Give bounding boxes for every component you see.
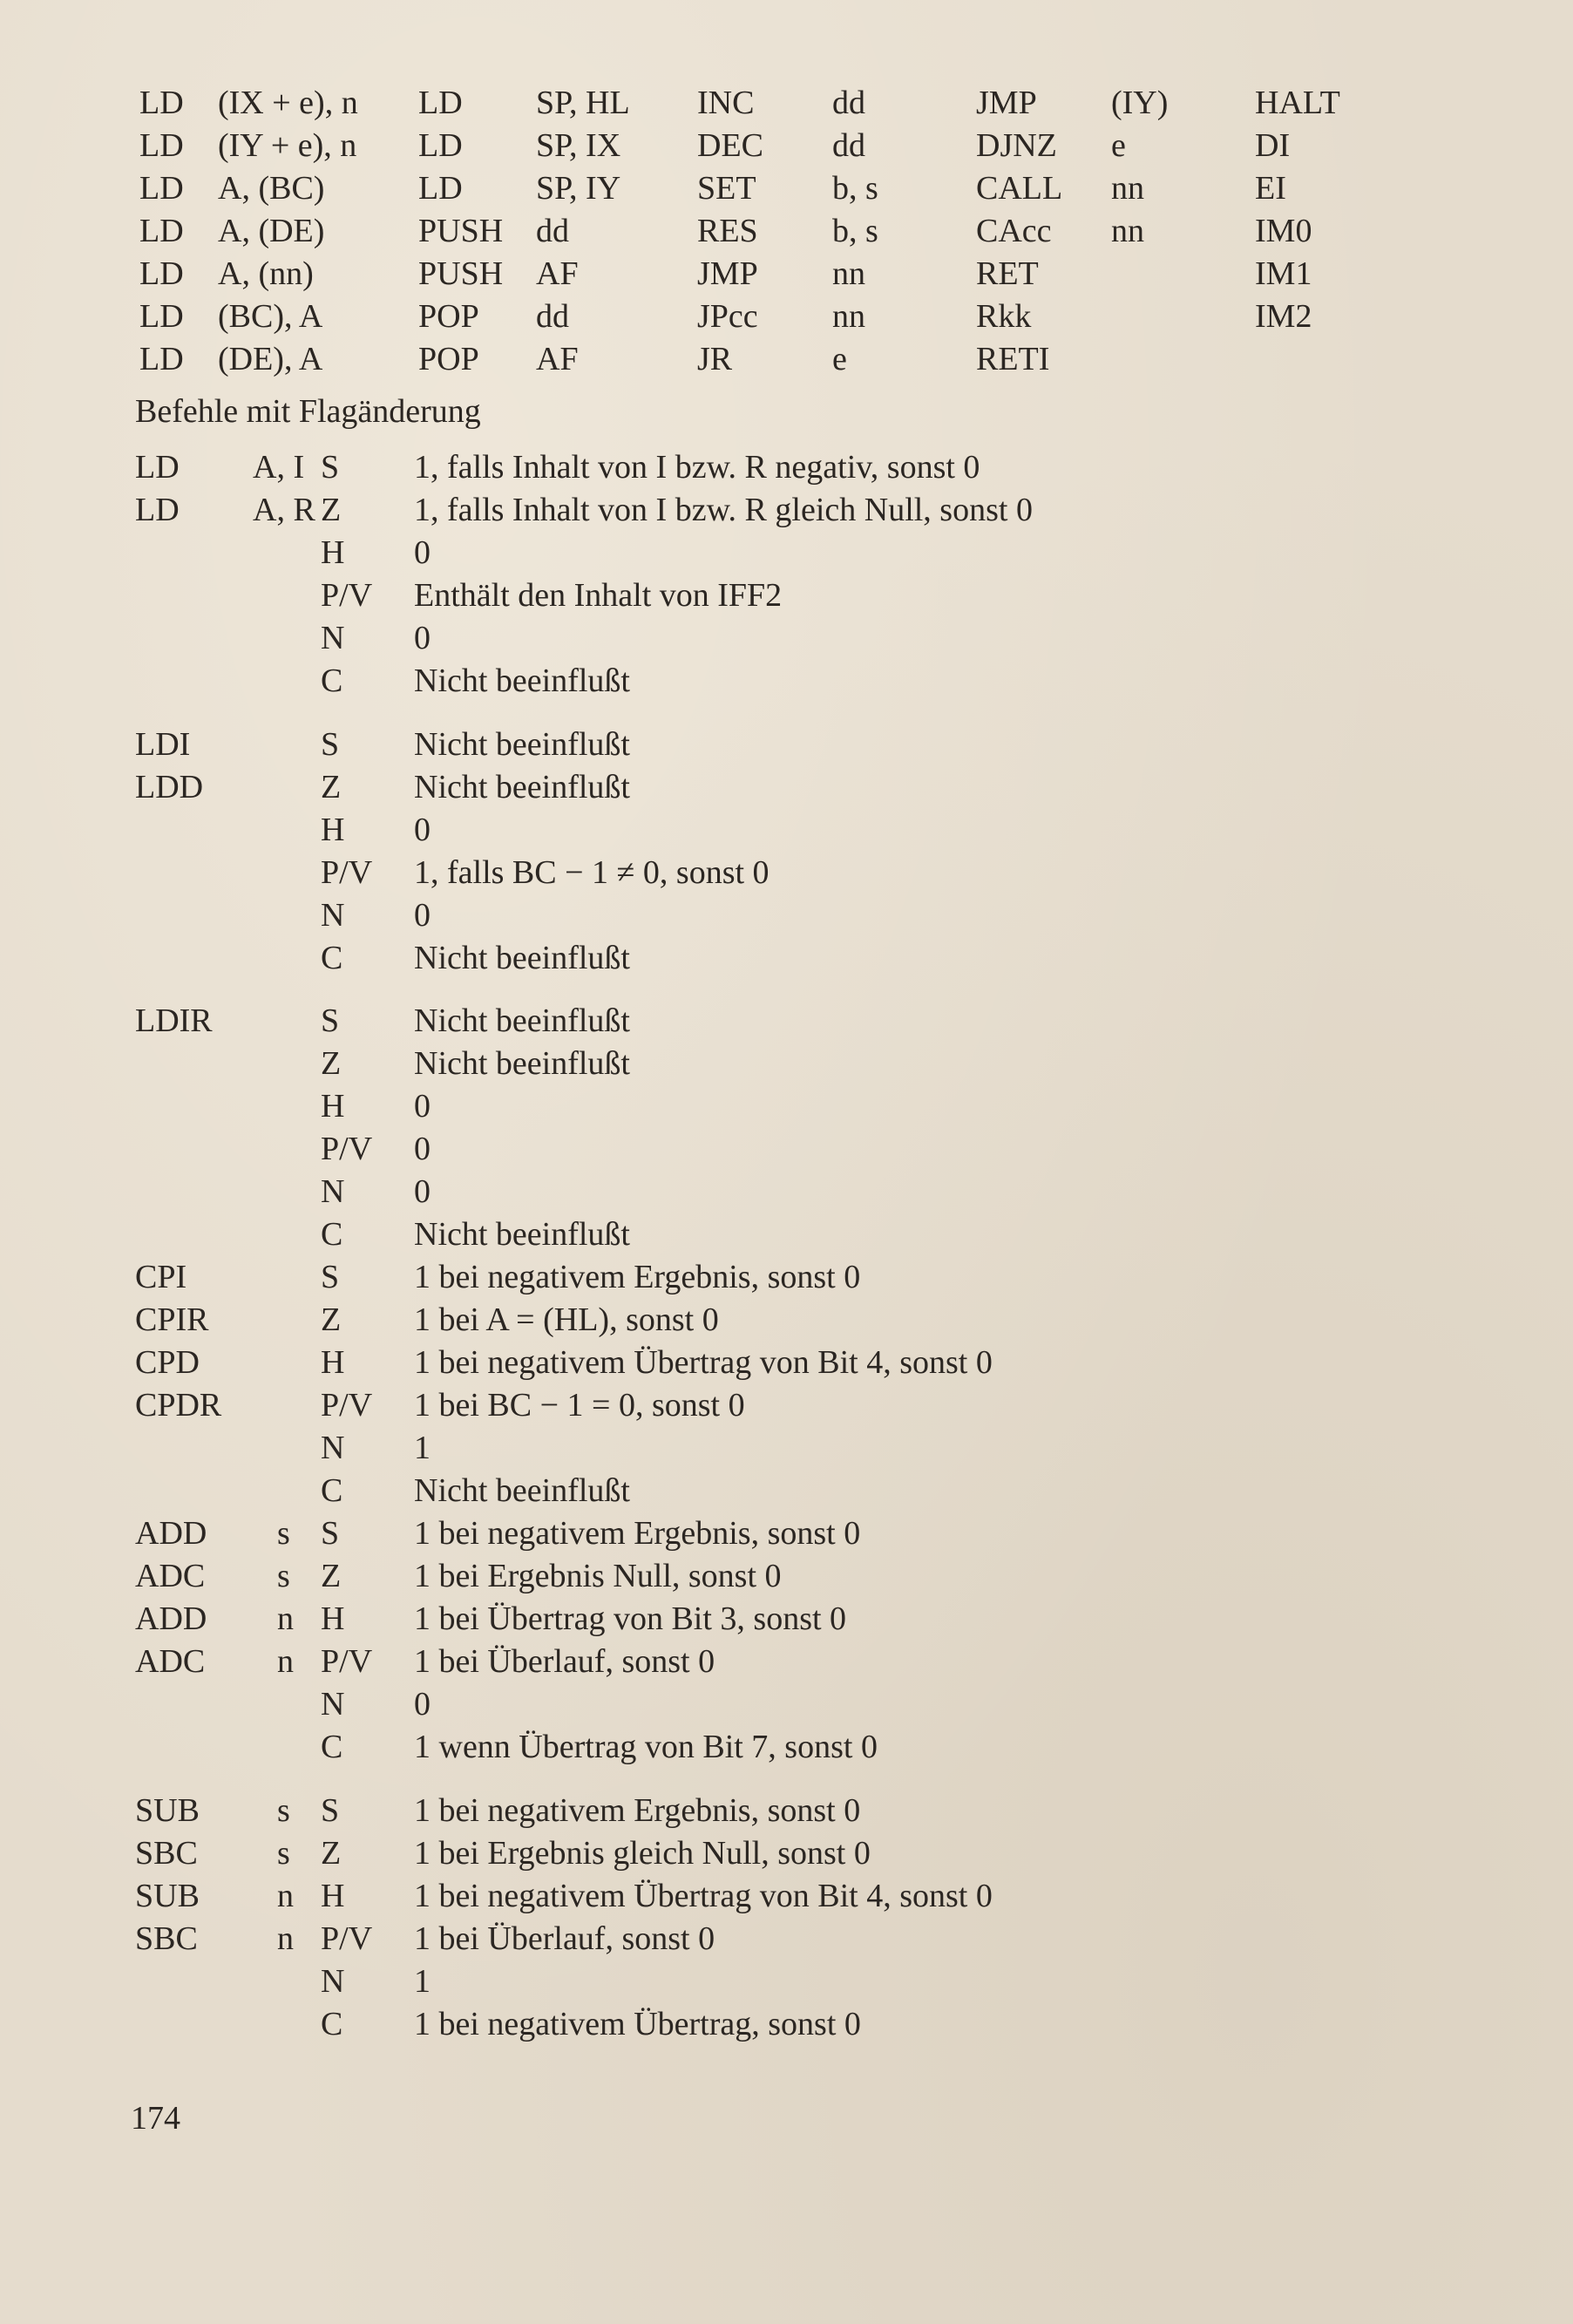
instruction-cell: CAcc: [976, 213, 1052, 249]
flag-instruction: LDIR: [135, 1002, 213, 1039]
instruction-cell: PUSH: [418, 213, 504, 249]
flag-description: 0: [414, 897, 431, 934]
instruction-cell: RES: [697, 213, 758, 249]
flag-description: 1 bei Ergebnis Null, sonst 0: [414, 1558, 782, 1594]
instruction-cell: (IX + e), n: [218, 85, 358, 121]
instruction-cell: LD: [139, 127, 184, 164]
flag-description: 1 bei Überlauf, sonst 0: [414, 1643, 715, 1680]
section-heading: Befehle mit Flagänderung: [135, 393, 481, 430]
flag-instruction: SUB: [135, 1792, 200, 1829]
instruction-cell: nn: [832, 298, 865, 335]
instruction-cell: DEC: [697, 127, 763, 164]
flag-instruction: LDD: [135, 769, 204, 805]
flag-name: S: [321, 726, 340, 763]
page-number: 174: [131, 2100, 180, 2137]
instruction-cell: IM1: [1255, 255, 1312, 292]
flag-instruction: ADC: [135, 1643, 206, 1680]
flag-name: Z: [321, 1301, 342, 1338]
flag-name: H: [321, 1344, 345, 1381]
instruction-cell: EI: [1255, 170, 1286, 207]
flag-instruction: SBC: [135, 1835, 198, 1872]
flag-operand: n: [277, 1878, 294, 1914]
flag-description: 0: [414, 1686, 431, 1723]
flag-name: S: [321, 449, 340, 486]
instruction-cell: dd: [536, 213, 569, 249]
flag-name: Z: [321, 1835, 342, 1872]
flag-description: 1 bei negativem Übertrag von Bit 4, sonst 0: [414, 1878, 993, 1914]
flag-name: N: [321, 1963, 345, 2000]
instruction-cell: JR: [697, 341, 733, 377]
flag-name: C: [321, 1216, 343, 1253]
instruction-cell: nn: [832, 255, 865, 292]
instruction-cell: JPcc: [697, 298, 758, 335]
flag-name: H: [321, 534, 345, 571]
instruction-cell: JMP: [697, 255, 758, 292]
instruction-cell: dd: [832, 85, 865, 121]
flag-name: C: [321, 1729, 343, 1765]
flag-name: P/V: [321, 1920, 373, 1957]
instruction-cell: POP: [418, 298, 479, 335]
flag-name: Z: [321, 1558, 342, 1594]
flag-operand: s: [277, 1792, 290, 1829]
flag-name: N: [321, 1430, 345, 1466]
instruction-cell: SET: [697, 170, 756, 207]
instruction-cell: b, s: [832, 170, 878, 207]
flag-description: 1: [414, 1430, 431, 1466]
flag-instruction: ADD: [135, 1600, 207, 1637]
instruction-cell: IM2: [1255, 298, 1312, 335]
flag-description: 1 bei Ergebnis gleich Null, sonst 0: [414, 1835, 871, 1872]
flag-instruction: LD: [135, 449, 180, 486]
flag-name: N: [321, 620, 345, 656]
instruction-cell: JMP: [976, 85, 1037, 121]
instruction-cell: e: [1111, 127, 1126, 164]
instruction-cell: AF: [536, 341, 579, 377]
instruction-cell: AF: [536, 255, 579, 292]
flag-instruction: CPD: [135, 1344, 200, 1381]
instruction-cell: POP: [418, 341, 479, 377]
flag-name: N: [321, 897, 345, 934]
flag-operand: n: [277, 1920, 294, 1957]
flag-description: Nicht beeinflußt: [414, 1002, 630, 1039]
flag-description: 1 bei Übertrag von Bit 3, sonst 0: [414, 1600, 847, 1637]
flag-instruction: SUB: [135, 1878, 200, 1914]
flag-description: Nicht beeinflußt: [414, 726, 630, 763]
flag-description: 1 wenn Übertrag von Bit 7, sonst 0: [414, 1729, 878, 1765]
flag-name: N: [321, 1173, 345, 1210]
instruction-cell: dd: [832, 127, 865, 164]
flag-name: H: [321, 1600, 345, 1637]
flag-name: S: [321, 1515, 340, 1552]
flag-description: 0: [414, 534, 431, 571]
flag-instruction: CPDR: [135, 1387, 222, 1424]
flag-description: Enthält den Inhalt von IFF2: [414, 577, 783, 614]
flag-name: Z: [321, 1045, 342, 1082]
flag-description: 1: [414, 1963, 431, 2000]
flag-name: C: [321, 1472, 343, 1509]
flag-instruction: SBC: [135, 1920, 198, 1957]
flag-instruction: CPIR: [135, 1301, 209, 1338]
flag-name: S: [321, 1002, 340, 1039]
instruction-cell: HALT: [1255, 85, 1340, 121]
instruction-cell: LD: [139, 255, 184, 292]
flag-name: N: [321, 1686, 345, 1723]
instruction-cell: RET: [976, 255, 1039, 292]
flag-operand: n: [277, 1643, 294, 1680]
flag-operand: A, R: [253, 492, 315, 528]
instruction-cell: INC: [697, 85, 755, 121]
flag-name: H: [321, 1088, 345, 1125]
flag-description: 0: [414, 1131, 431, 1167]
instruction-cell: LD: [418, 85, 463, 121]
instruction-cell: SP, HL: [536, 85, 630, 121]
instruction-cell: IM0: [1255, 213, 1312, 249]
flag-instruction: ADC: [135, 1558, 206, 1594]
flag-description: 1 bei A = (HL), sonst 0: [414, 1301, 719, 1338]
instruction-cell: (DE), A: [218, 341, 323, 377]
flag-name: C: [321, 663, 343, 699]
instruction-cell: (IY): [1111, 85, 1169, 121]
flag-description: Nicht beeinflußt: [414, 1045, 630, 1082]
flag-instruction: CPI: [135, 1259, 187, 1295]
instruction-cell: LD: [418, 170, 463, 207]
instruction-cell: DI: [1255, 127, 1291, 164]
flag-description: 1 bei BC − 1 = 0, sonst 0: [414, 1387, 745, 1424]
flag-description: 0: [414, 620, 431, 656]
instruction-cell: A, (DE): [218, 213, 325, 249]
instruction-cell: LD: [139, 213, 184, 249]
flag-description: Nicht beeinflußt: [414, 663, 630, 699]
flag-name: H: [321, 1878, 345, 1914]
instruction-cell: Rkk: [976, 298, 1032, 335]
flag-description: Nicht beeinflußt: [414, 769, 630, 805]
flag-instruction: LDI: [135, 726, 191, 763]
flag-name: P/V: [321, 1387, 373, 1424]
instruction-cell: e: [832, 341, 847, 377]
flag-description: Nicht beeinflußt: [414, 1216, 630, 1253]
instruction-cell: DJNZ: [976, 127, 1057, 164]
instruction-cell: nn: [1111, 213, 1144, 249]
instruction-cell: CALL: [976, 170, 1063, 207]
flag-name: C: [321, 940, 343, 976]
instruction-cell: (IY + e), n: [218, 127, 357, 164]
flag-name: Z: [321, 492, 342, 528]
flag-name: S: [321, 1259, 340, 1295]
flag-description: 1, falls BC − 1 ≠ 0, sonst 0: [414, 854, 770, 891]
flag-name: H: [321, 812, 345, 848]
instruction-cell: dd: [536, 298, 569, 335]
flag-description: 1, falls Inhalt von I bzw. R negativ, sonst 0: [414, 449, 980, 486]
flag-name: P/V: [321, 854, 373, 891]
flag-operand: s: [277, 1835, 290, 1872]
instruction-cell: LD: [139, 170, 184, 207]
instruction-cell: LD: [139, 85, 184, 121]
flag-description: 1 bei negativem Übertrag von Bit 4, sonst 0: [414, 1344, 993, 1381]
instruction-cell: (BC), A: [218, 298, 323, 335]
flag-name: C: [321, 2006, 343, 2042]
flag-description: 1, falls Inhalt von I bzw. R gleich Null, sonst 0: [414, 492, 1033, 528]
instruction-cell: LD: [139, 298, 184, 335]
flag-name: Z: [321, 769, 342, 805]
instruction-cell: SP, IX: [536, 127, 621, 164]
flag-name: P/V: [321, 577, 373, 614]
flag-description: 0: [414, 812, 431, 848]
flag-operand: s: [277, 1558, 290, 1594]
flag-operand: n: [277, 1600, 294, 1637]
flag-description: Nicht beeinflußt: [414, 940, 630, 976]
flag-description: Nicht beeinflußt: [414, 1472, 630, 1509]
instruction-cell: PUSH: [418, 255, 504, 292]
flag-description: 1 bei negativem Übertrag, sonst 0: [414, 2006, 861, 2042]
flag-description: 1 bei negativem Ergebnis, sonst 0: [414, 1792, 861, 1829]
instruction-cell: A, (nn): [218, 255, 314, 292]
flag-name: S: [321, 1792, 340, 1829]
flag-name: P/V: [321, 1643, 373, 1680]
instruction-cell: b, s: [832, 213, 878, 249]
flag-description: 0: [414, 1088, 431, 1125]
flag-operand: A, I: [253, 449, 305, 486]
flag-operand: s: [277, 1515, 290, 1552]
flag-name: P/V: [321, 1131, 373, 1167]
instruction-cell: SP, IY: [536, 170, 621, 207]
flag-description: 1 bei negativem Ergebnis, sonst 0: [414, 1259, 861, 1295]
instruction-cell: A, (BC): [218, 170, 325, 207]
flag-instruction: ADD: [135, 1515, 207, 1552]
flag-description: 1 bei Überlauf, sonst 0: [414, 1920, 715, 1957]
instruction-cell: nn: [1111, 170, 1144, 207]
flag-description: 0: [414, 1173, 431, 1210]
flag-instruction: LD: [135, 492, 180, 528]
instruction-cell: LD: [418, 127, 463, 164]
instruction-cell: RETI: [976, 341, 1050, 377]
flag-description: 1 bei negativem Ergebnis, sonst 0: [414, 1515, 861, 1552]
instruction-cell: LD: [139, 341, 184, 377]
